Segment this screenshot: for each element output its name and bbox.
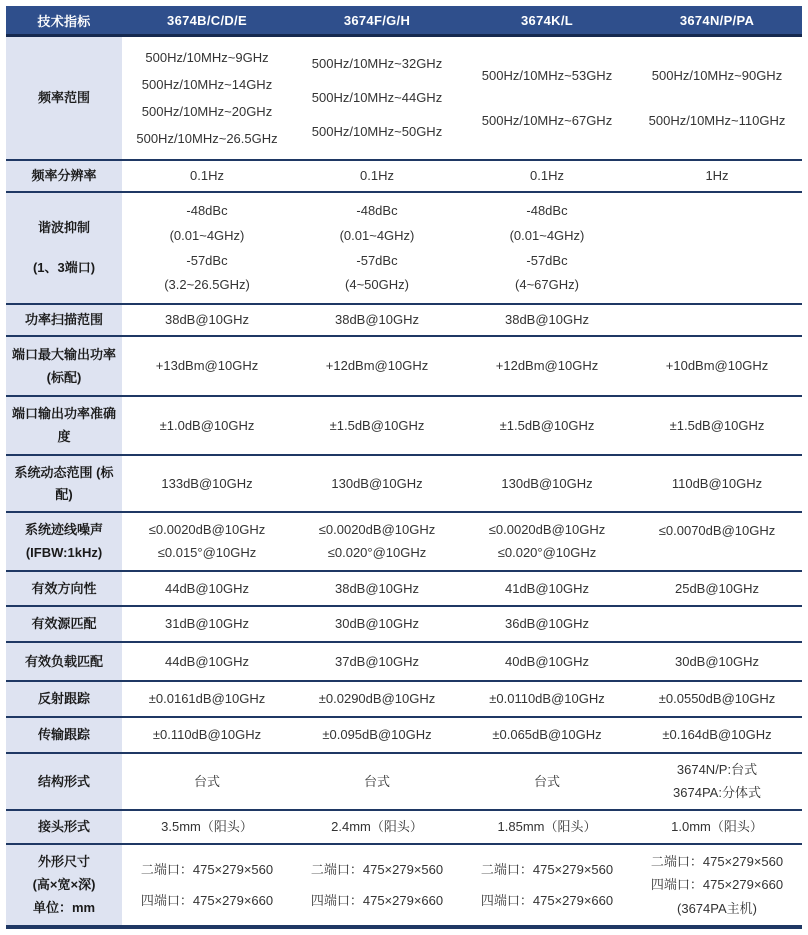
row-label: [6, 305, 122, 335]
value-cell: [632, 607, 802, 641]
value-cell: [292, 718, 462, 752]
row-label: [6, 845, 122, 925]
cell-value: 1.85mm（阳头）: [497, 819, 597, 835]
value-cell: [292, 513, 462, 570]
cell-value: (4~50GHz): [345, 277, 409, 293]
value-cell: [462, 37, 632, 159]
value-cell: [122, 811, 292, 843]
table-row: [6, 456, 802, 513]
cell-value: ±0.0161dB@10GHz: [148, 691, 266, 707]
value-cell: [122, 718, 292, 752]
row-label-line: 频率分辨率: [31, 168, 97, 184]
cell-value: 3674PA:分体式: [673, 785, 761, 801]
cell-value: 110dB@10GHz: [671, 475, 763, 491]
value-cell: [292, 572, 462, 605]
cell-value: 130dB@10GHz: [501, 475, 593, 491]
row-label-line: 反射跟踪: [37, 691, 90, 707]
cell-value: 500Hz/10MHz~90GHz: [651, 67, 783, 83]
value-cell: [292, 643, 462, 680]
table-row: [6, 337, 802, 397]
row-label-line: 系统迹线噪声: [24, 522, 103, 538]
value-cell: [462, 397, 632, 454]
row-label: [6, 754, 122, 809]
value-cell: [632, 456, 802, 511]
cell-value: (3674PA主机): [677, 900, 757, 916]
value-cell: [462, 161, 632, 191]
cell-value: 500Hz/10MHz~110GHz: [648, 112, 786, 128]
value-cell: [632, 718, 802, 752]
row-label-line: (高×宽×深): [32, 877, 96, 893]
table-body: [6, 37, 802, 928]
value-cell: [632, 572, 802, 605]
value-cell: [292, 193, 462, 303]
cell-value: 3674N/P:台式: [676, 762, 758, 778]
value-cell: [122, 397, 292, 454]
table-row: [6, 718, 802, 754]
row-label-line: 谐波抑制: [37, 219, 90, 235]
cell-value: (3.2~26.5GHz): [164, 277, 250, 293]
value-cell: [292, 682, 462, 716]
table-row: [6, 845, 802, 928]
cell-value: 0.1Hz: [190, 168, 224, 184]
value-cell: [292, 845, 462, 925]
value-cell: [632, 643, 802, 680]
value-cell: [462, 754, 632, 809]
row-label: [6, 643, 122, 680]
value-cell: [632, 161, 802, 191]
row-label-line: 频率范围: [37, 90, 90, 106]
value-cell: [632, 682, 802, 716]
table-row: [6, 682, 802, 718]
cell-value: 38dB@10GHz: [334, 580, 420, 596]
cell-value: 0.1Hz: [530, 168, 564, 184]
value-cell: [632, 811, 802, 843]
value-cell: [292, 305, 462, 335]
row-label-line: 有效负载匹配: [24, 653, 103, 669]
cell-value: 3.5mm（阳头）: [161, 819, 253, 835]
row-label-line: 外形尺寸: [37, 854, 90, 870]
value-cell: [122, 161, 292, 191]
table-row: [6, 397, 802, 456]
value-cell: [462, 682, 632, 716]
cell-value: -57dBc: [526, 252, 568, 268]
header-cell-indicator: 技术指标: [37, 13, 91, 29]
table-row: [6, 811, 802, 845]
value-cell: [462, 193, 632, 303]
row-label-line: 有效源匹配: [31, 616, 97, 632]
cell-value: 40dB@10GHz: [504, 653, 590, 669]
value-cell: [462, 572, 632, 605]
cell-value: ±0.095dB@10GHz: [322, 727, 432, 743]
cell-value: 38dB@10GHz: [504, 312, 590, 328]
row-label: [6, 572, 122, 605]
cell-value: 30dB@10GHz: [334, 616, 420, 632]
table-header-row: [6, 6, 802, 37]
value-cell: [292, 161, 462, 191]
value-cell: [462, 811, 632, 843]
cell-value: 四端口：475×279×660: [310, 892, 444, 908]
value-cell: [122, 337, 292, 395]
value-cell: [122, 572, 292, 605]
cell-value: ±1.0dB@10GHz: [159, 417, 255, 433]
row-label-line: (IFBW:1kHz): [25, 545, 103, 561]
cell-value: ±0.164dB@10GHz: [662, 727, 772, 743]
value-cell: [122, 643, 292, 680]
value-cell: [462, 456, 632, 511]
value-cell: [122, 607, 292, 641]
value-cell: [122, 37, 292, 159]
header-cell-model-2: 3674F/G/H: [343, 12, 411, 28]
value-cell: [632, 37, 802, 159]
row-label-line: 功率扫描范围: [24, 312, 103, 328]
table-row: [6, 572, 802, 607]
cell-value: 500Hz/10MHz~9GHz: [145, 49, 269, 65]
cell-value: (0.01~4GHz): [339, 227, 415, 243]
value-cell: [462, 607, 632, 641]
value-cell: [122, 682, 292, 716]
cell-value: 133dB@10GHz: [161, 475, 253, 491]
cell-value: +10dBm@10GHz: [665, 358, 769, 374]
value-cell: [632, 845, 802, 925]
value-cell: [462, 845, 632, 925]
table-row: [6, 161, 802, 193]
cell-value: 36dB@10GHz: [504, 616, 590, 632]
cell-value: 500Hz/10MHz~26.5GHz: [136, 130, 278, 146]
cell-value: 31dB@10GHz: [164, 616, 250, 632]
cell-value: 500Hz/10MHz~20GHz: [141, 103, 273, 119]
value-cell: [292, 456, 462, 511]
cell-value: ≤0.0070dB@10GHz: [658, 522, 776, 538]
cell-value: 41dB@10GHz: [504, 580, 590, 596]
cell-value: ≤0.020°@10GHz: [327, 545, 427, 561]
value-cell: [292, 607, 462, 641]
cell-value: +12dBm@10GHz: [495, 358, 599, 374]
row-label: [6, 718, 122, 752]
table-row: [6, 37, 802, 161]
value-cell: [632, 397, 802, 454]
row-label: [6, 682, 122, 716]
cell-value: -48dBc: [356, 203, 398, 219]
cell-value: 130dB@10GHz: [331, 475, 423, 491]
row-label: [6, 811, 122, 843]
row-label: [6, 337, 122, 395]
value-cell: [632, 337, 802, 395]
value-cell: [632, 754, 802, 809]
cell-value: 44dB@10GHz: [164, 580, 250, 596]
row-label-line: 结构形式: [37, 773, 90, 789]
value-cell: [292, 37, 462, 159]
cell-value: 二端口：475×279×560: [480, 861, 614, 877]
table-row: [6, 607, 802, 643]
row-label: [6, 513, 122, 570]
row-label-line: 传输跟踪: [37, 727, 90, 743]
cell-value: -57dBc: [356, 252, 398, 268]
cell-value: (0.01~4GHz): [509, 227, 585, 243]
row-label-line: 有效方向性: [31, 580, 97, 596]
value-cell: [122, 456, 292, 511]
value-cell: [292, 811, 462, 843]
cell-value: ±0.065dB@10GHz: [492, 727, 602, 743]
cell-value: 二端口：475×279×560: [310, 861, 444, 877]
cell-value: 500Hz/10MHz~14GHz: [141, 76, 273, 92]
cell-value: +12dBm@10GHz: [325, 358, 429, 374]
row-label: [6, 193, 122, 303]
value-cell: [122, 513, 292, 570]
cell-value: 二端口：475×279×560: [650, 853, 784, 869]
cell-value: (4~67GHz): [515, 277, 579, 293]
cell-value: ≤0.020°@10GHz: [497, 545, 597, 561]
cell-value: ±1.5dB@10GHz: [669, 417, 765, 433]
row-label-line: 单位：mm: [32, 900, 96, 916]
row-label-line: 系统动态范围 (标: [14, 464, 114, 480]
cell-value: -48dBc: [526, 203, 568, 219]
row-label-line: 端口输出功率准确: [11, 406, 116, 422]
row-label-line: (标配): [46, 369, 82, 385]
row-label-line: (1、3端口): [32, 260, 96, 276]
cell-value: 38dB@10GHz: [334, 312, 420, 328]
row-label: [6, 37, 122, 159]
value-cell: [462, 305, 632, 335]
row-label-line: 接头形式: [37, 819, 90, 835]
table-row: [6, 643, 802, 682]
cell-value: 38dB@10GHz: [164, 312, 250, 328]
cell-value: ≤0.015°@10GHz: [157, 545, 257, 561]
table-row: [6, 513, 802, 572]
cell-value: 0.1Hz: [360, 168, 394, 184]
row-label: [6, 397, 122, 454]
value-cell: [632, 305, 802, 335]
cell-value: ±0.0550dB@10GHz: [658, 691, 776, 707]
cell-value: 台式: [533, 773, 560, 789]
value-cell: [462, 337, 632, 395]
cell-value: 二端口：475×279×560: [140, 861, 274, 877]
row-label-line: 度: [57, 429, 71, 445]
cell-value: +13dBm@10GHz: [155, 358, 259, 374]
value-cell: [122, 193, 292, 303]
value-cell: [462, 513, 632, 570]
value-cell: [462, 643, 632, 680]
value-cell: [122, 305, 292, 335]
cell-value: ±1.5dB@10GHz: [329, 417, 425, 433]
cell-value: -48dBc: [186, 203, 228, 219]
cell-value: ≤0.0020dB@10GHz: [488, 521, 606, 537]
value-cell: [292, 754, 462, 809]
cell-value: 500Hz/10MHz~53GHz: [481, 67, 613, 83]
cell-value: ±1.5dB@10GHz: [499, 417, 595, 433]
cell-value: ≤0.0020dB@10GHz: [318, 521, 436, 537]
cell-value: 台式: [193, 773, 220, 789]
cell-value: ±0.0290dB@10GHz: [318, 691, 436, 707]
row-label: [6, 161, 122, 191]
cell-value: 四端口：475×279×660: [140, 892, 274, 908]
value-cell: [122, 845, 292, 925]
cell-value: -57dBc: [186, 252, 228, 268]
cell-value: 四端口：475×279×660: [650, 877, 784, 893]
cell-value: 四端口：475×279×660: [480, 892, 614, 908]
header-cell-model-1: 3674B/C/D/E: [167, 12, 247, 28]
cell-value: 500Hz/10MHz~44GHz: [311, 90, 443, 106]
cell-value: 台式: [363, 773, 390, 789]
header-cell-model-3: 3674K/L: [521, 12, 573, 28]
cell-value: 30dB@10GHz: [674, 653, 760, 669]
cell-value: 37dB@10GHz: [334, 653, 420, 669]
row-label: [6, 607, 122, 641]
table-row: [6, 305, 802, 337]
row-label-line: 配): [55, 486, 73, 502]
cell-value: 25dB@10GHz: [674, 580, 760, 596]
cell-value: 500Hz/10MHz~32GHz: [311, 56, 443, 72]
value-cell: [462, 718, 632, 752]
value-cell: [122, 754, 292, 809]
row-label-line: 端口最大输出功率: [11, 346, 116, 362]
cell-value: ≤0.0020dB@10GHz: [148, 521, 266, 537]
cell-value: 1.0mm（阳头）: [671, 819, 763, 835]
value-cell: [632, 193, 802, 303]
cell-value: (0.01~4GHz): [169, 227, 245, 243]
value-cell: [632, 513, 802, 570]
table-row: [6, 193, 802, 305]
cell-value: 500Hz/10MHz~67GHz: [481, 112, 613, 128]
cell-value: 44dB@10GHz: [164, 653, 250, 669]
header-cell-model-4: 3674N/P/PA: [679, 12, 755, 28]
cell-value: 500Hz/10MHz~50GHz: [311, 124, 443, 140]
row-label: [6, 456, 122, 511]
table-row: [6, 754, 802, 811]
cell-value: 1Hz: [705, 168, 729, 184]
value-cell: [292, 397, 462, 454]
spec-table: [6, 6, 802, 929]
value-cell: [292, 337, 462, 395]
cell-value: ±0.110dB@10GHz: [152, 727, 262, 743]
cell-value: ±0.0110dB@10GHz: [489, 691, 605, 707]
cell-value: 2.4mm（阳头）: [331, 819, 423, 835]
